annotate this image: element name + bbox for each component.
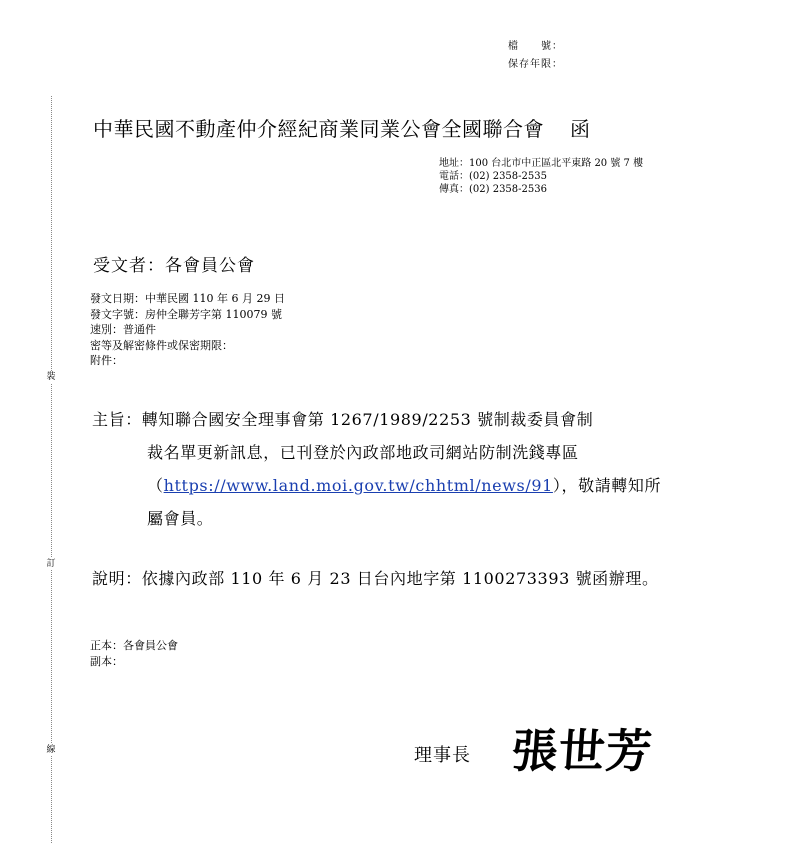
retention-period-label: 保存年限： bbox=[508, 59, 563, 70]
original-copy: 正本：各會員公會 bbox=[90, 639, 178, 652]
link-open-paren: （ bbox=[147, 476, 164, 495]
explanation: 說明：依據內政部 110 年 6 月 23 日台內地字第 1100273393 號函辦理。 bbox=[92, 569, 659, 588]
subject-line-1: 主旨：轉知聯合國安全理事會第 1267/1989/2253 號制裁委員會制 bbox=[92, 410, 594, 429]
document-number: 發文字號：房仲全聯芳字第 110079 號 bbox=[90, 307, 282, 321]
binding-mark-zhuang: 裝 bbox=[46, 372, 56, 382]
contact-block bbox=[439, 157, 643, 196]
page-title bbox=[93, 113, 591, 142]
copies-block bbox=[90, 638, 178, 670]
delivery-speed: 速別：普通件 bbox=[90, 323, 156, 336]
signer-title: 理事長 bbox=[414, 745, 471, 766]
fax: 傳真：(02) 2358-2536 bbox=[439, 184, 547, 195]
address: 地址：100 台北市中正區北平東路 20 號 7 樓 bbox=[439, 158, 644, 169]
moi-aml-link[interactable]: https://www.land.moi.gov.tw/chhtml/news/91 bbox=[163, 476, 553, 495]
file-number-label: 檔 號： bbox=[508, 41, 563, 52]
binding-mark-ding: 訂 bbox=[46, 559, 56, 569]
file-info bbox=[508, 38, 563, 74]
document-type: 函 bbox=[570, 117, 591, 141]
subject-line-3-suffix: ），敬請轉知所 bbox=[552, 476, 662, 495]
subject-line-2: 裁名單更新訊息，已刊登於內政部地政司網站防制洗錢專區 bbox=[147, 443, 579, 462]
phone: 電話：(02) 2358-2535 bbox=[439, 171, 547, 182]
recipient: 受文者：各會員公會 bbox=[93, 256, 255, 276]
binding-mark-xian: 線 bbox=[46, 745, 56, 755]
subject-line-3 bbox=[92, 469, 661, 502]
document-meta bbox=[90, 291, 285, 369]
attachment: 附件： bbox=[90, 354, 123, 367]
security-level: 密等及解密條件或保密期限： bbox=[90, 338, 233, 352]
signature-seal: 張世芳 bbox=[509, 724, 655, 778]
binding-line bbox=[51, 96, 52, 843]
subject-line-4: 屬會員。 bbox=[147, 509, 214, 528]
organization-name: 中華民國不動產仲介經紀商業同業公會全國聯合會 bbox=[93, 117, 544, 141]
duplicate-copy: 副本： bbox=[90, 655, 123, 668]
issue-date: 發文日期：中華民國 110 年 6 月 29 日 bbox=[90, 292, 285, 305]
subject-block bbox=[92, 403, 661, 535]
